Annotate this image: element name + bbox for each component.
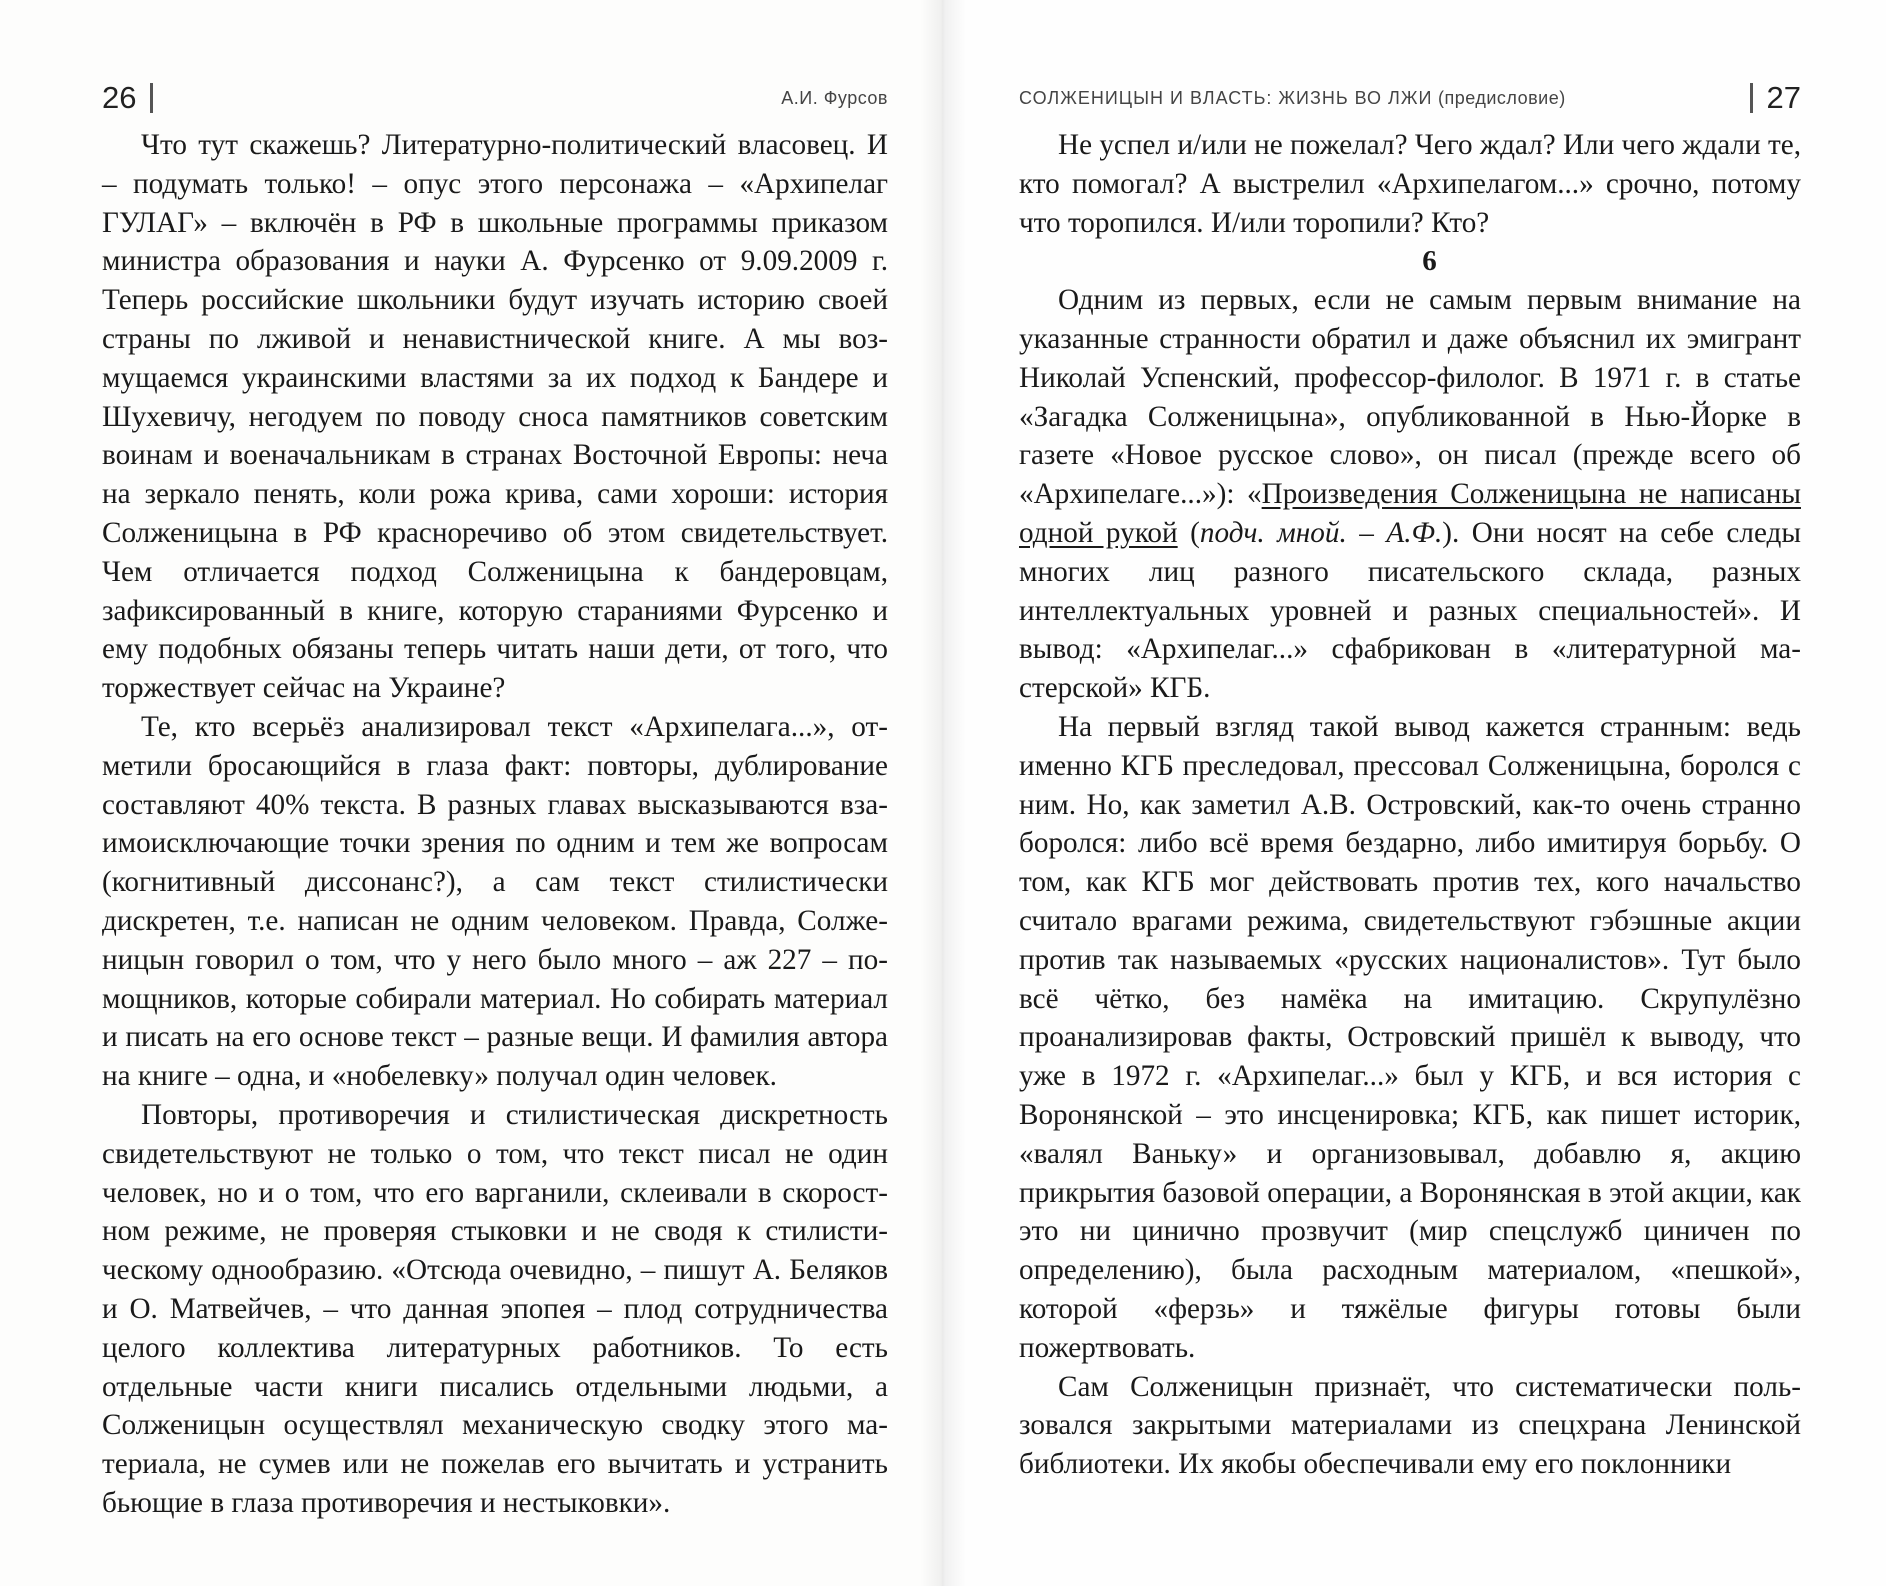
header-divider-left (150, 83, 153, 113)
right-page (943, 0, 1886, 1586)
text-run: ). Они носят на себе следы многих лиц разного писательского склада, разных интеллектуальных уровней и разных специальностей». И вывод: «Архипелаг...» сфабрикован в «литературной мастерской» КГБ. (1019, 516, 1801, 705)
running-head-title-caps: СОЛЖЕНИЦЫН И ВЛАСТЬ: ЖИЗНЬ ВО ЛЖИ (1019, 87, 1433, 108)
italic-note: подч. мной. – А.Ф. (1199, 516, 1443, 549)
running-head-subtitle: (предисловие) (1437, 87, 1566, 108)
text-run: Одним из первых, если не самым первым внимание на указанные странности обратил и даже объяснил их эмигрант Николай Успенский, профессор-филолог. В 1971 г. в статье «Загадка Солженицына», опубликованной в Нью-Йорке в газете «Новое русское слово», он писал (прежде всего об «Архипелаге...»): « (1019, 284, 1801, 511)
underlined-quote: Произведения Солженицына не написаны одной рукой (1019, 478, 1801, 549)
header-divider-right (1750, 83, 1753, 113)
right-page-body (1019, 126, 1801, 1484)
left-page-body (102, 126, 888, 1523)
running-head-author: А.И. Фурсов (781, 87, 888, 108)
right-page-header (1019, 78, 1801, 118)
page-number-left: 26 (102, 80, 137, 115)
text-run: ( (1177, 516, 1200, 549)
left-page-header (102, 78, 888, 118)
paragraph: На первый взгляд такой вывод кажется странным: ведь именно КГБ преследовал, прессовал Солженицына, боролся с ним. Но, как заметил А.В. Островский, как-то очень странно боролся: либо всё время бездарно, либо имитируя борьбу. О том, как КГБ мог действовать против тех, кого начальство считало врагами режима, свидетельствуют гэбэшные акции против так называемых «русских националистов». Тут было всё чётко, без намёка на имитацию. Скрупулёзно проанализировав факты, Островский пришёл к выводу, что уже в 1972 г. «Архипелаг...» был у КГБ, и вся история с Воронянской – это инсценировка; КГБ, как пишет историк, «валял Ваньку» и организовывал, добавлю я, акцию прикрытия базовой операции, а Воронянская в этой акции, как это ни цинично прозвучит (мир спецслужб циничен по определению), была расходным материалом, «пешкой», которой «ферзь» и тяжёлые фигуры готовы были пожертвовать. (1019, 710, 1801, 1364)
running-head-title (1019, 88, 1566, 109)
paragraph: Те, кто всерьёз анализировал текст «Архипелага...», отметили бросающийся в глаза факт: повторы, дублирование составляют 40% текста. В разных главах высказываются взаимоисключающие точки зрения по одним и тем же вопросам (когнитивный диссонанс?), а сам текст стилистически дискретен, т.е. написан не одним человеком. Правда, Солженицын говорил о том, что у него было много – аж 227 – помощников, которые собирали материал. Но собирать материал и писать на его основе текст – разные вещи. И фамилия автора на книге – одна, и «нобелевку» получал один человек. (102, 710, 888, 1093)
paragraph: Что тут скажешь? Литературно-политический власовец. И – подумать только! – опус этого персонажа – «Архипелаг ГУЛАГ» – включён в РФ в школьные программы приказом министра образования и науки А. Фурсенко от 9.09.2009 г. Теперь российские школьники будут изучать историю своей страны по лживой и ненавистнической книге. А мы возмущаемся украинскими властями за их подход к Бандере и Шухевичу, негодуем по поводу сноса памятников советским воинам и военачальникам в странах Восточной Европы: неча на зеркало пенять, коли рожа крива, сами хороши: история Солженицына в РФ красноречиво об этом свидетельствует. Чем отличается подход Солженицына к бандеровцам, зафиксированный в книге, которую стараниями Фурсенко и ему подобных обязаны теперь читать наши дети, от того, что торжествует сейчас на Украине? (102, 129, 888, 705)
book-gutter (920, 0, 966, 1586)
paragraph (1019, 281, 1801, 708)
paragraph: Повторы, противоречия и стилистическая дискретность свидетельствуют не только о том, что текст писал не один человек, но и о том, что его варганили, склеивали в скоростном режиме, не проверяя стыковки и не сводя к стилистическому однообразию. «Отсюда очевидно, – пишут А. Беляков и О. Матвейчев, – что данная эпопея – плод сотрудничества целого коллектива литературных работников. То есть отдельные части книги писались отдельными людьми, а Солженицын осуществлял механическую сводку этого материала, не сумев или не пожелав его вычитать и устранить бьющие в глаза противоречия и нестыковки». (102, 1098, 888, 1519)
paragraph: Сам Солженицын признаёт, что систематически пользовался закрытыми материалами из спецхрана Ленинской библиотеки. Их якобы обеспечивали ему его поклонники (1019, 1370, 1801, 1481)
page-number-right: 27 (1766, 80, 1801, 115)
section-number: 6 (1422, 245, 1437, 278)
paragraph: Не успел и/или не пожелал? Чего ждал? Или чего ждали те, кто помогал? А выстрелил «Архипелагом...» срочно, потому что торопился. И/или торопили? Кто? (1019, 129, 1801, 239)
